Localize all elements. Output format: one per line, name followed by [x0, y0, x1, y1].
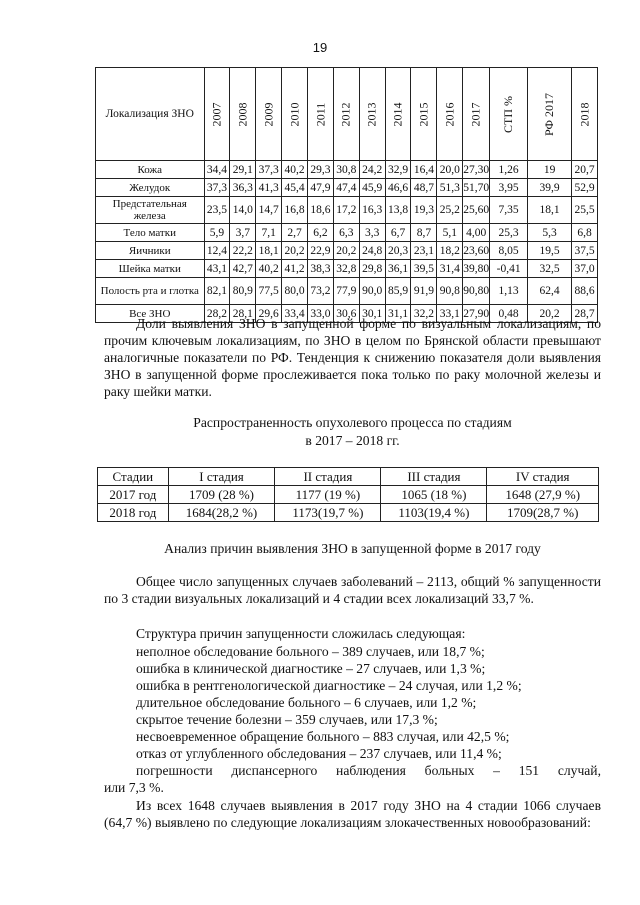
localization-value-cell: 23,5	[204, 197, 230, 224]
localization-value-cell: 36,3	[230, 179, 256, 197]
localization-value-cell: 16,8	[282, 197, 308, 224]
localization-value-cell: 29,1	[230, 161, 256, 179]
localization-value-cell: 19	[528, 161, 572, 179]
cause-item-dispensary-line2: или 7,3 %.	[104, 780, 164, 795]
localization-name-cell: Предстательная железа	[96, 197, 205, 224]
localization-value-cell: 25,5	[572, 197, 598, 224]
localization-value-cell: 7,1	[256, 224, 282, 242]
column-header-label: РФ 2017	[542, 92, 557, 136]
column-header-label: 2016	[442, 102, 457, 126]
localization-value-cell: 6,3	[333, 224, 359, 242]
localization-column-header	[437, 68, 463, 161]
localization-value-cell: 5,9	[204, 224, 230, 242]
stage-header-cell: Стадии	[98, 468, 169, 486]
localization-value-cell: 8,7	[411, 224, 437, 242]
stage-header-cell: II стадия	[275, 468, 381, 486]
localization-value-cell: 33,1	[437, 305, 463, 323]
localization-value-cell: 51,3	[437, 179, 463, 197]
column-header-label: 2007	[209, 102, 224, 126]
localization-value-cell: 18,6	[308, 197, 334, 224]
localization-value-cell: 41,2	[282, 260, 308, 278]
localization-value-cell: 32,9	[385, 161, 411, 179]
localization-value-cell: 27,90	[463, 305, 490, 323]
localization-value-cell: 18,1	[528, 197, 572, 224]
localization-value-cell: 39,80	[463, 260, 490, 278]
localization-value-cell: 31,1	[385, 305, 411, 323]
localization-table-row	[96, 224, 598, 242]
localization-name-cell: Кожа	[96, 161, 205, 179]
localization-value-cell: 29,6	[256, 305, 282, 323]
localization-table-row	[96, 197, 598, 224]
localization-value-cell: 34,4	[204, 161, 230, 179]
localization-name-cell: Тело матки	[96, 224, 205, 242]
localization-table-row	[96, 179, 598, 197]
localization-value-cell: 32,8	[333, 260, 359, 278]
stage-table-caption-line2: в 2017 – 2018 гг.	[305, 433, 400, 448]
localization-value-cell: 47,4	[333, 179, 359, 197]
localization-column-header	[572, 68, 598, 161]
localization-value-cell: 27,30	[463, 161, 490, 179]
localization-value-cell: 23,1	[411, 242, 437, 260]
stage-cell: 1709(28,7 %)	[487, 504, 599, 522]
localization-table-row	[96, 278, 598, 305]
cause-item: несвоевременное обращение больного – 883 случая, или 42,5 %;	[136, 729, 510, 744]
localization-value-cell: 90,80	[463, 278, 490, 305]
column-header-label: 2011	[312, 102, 327, 126]
localization-value-cell: 77,9	[333, 278, 359, 305]
localization-value-cell: 37,5	[572, 242, 598, 260]
localization-value-cell: 25,2	[437, 197, 463, 224]
localization-value-cell: 40,2	[282, 161, 308, 179]
localization-value-cell: 23,60	[463, 242, 490, 260]
column-header-label: 2018	[577, 102, 592, 126]
column-header-label: 2014	[390, 102, 405, 126]
stage-cell: 1648 (27,9 %)	[487, 486, 599, 504]
localization-value-cell: 20,2	[528, 305, 572, 323]
cause-item: неполное обследование больного – 389 случаев, или 18,7 %;	[136, 644, 485, 659]
column-header-label: СТП %	[501, 95, 516, 133]
localization-value-cell: -0,41	[490, 260, 528, 278]
localization-value-cell: 80,9	[230, 278, 256, 305]
localization-column-header	[528, 68, 572, 161]
localization-value-cell: 25,60	[463, 197, 490, 224]
localization-value-cell: 0,48	[490, 305, 528, 323]
localization-value-cell: 32,5	[528, 260, 572, 278]
cause-item: длительное обследование больного – 6 случаев, или 1,2 %;	[136, 695, 477, 710]
localization-table-row	[96, 260, 598, 278]
localization-value-cell: 43,1	[204, 260, 230, 278]
localization-value-cell: 85,9	[385, 278, 411, 305]
column-header-label: 2017	[468, 102, 483, 126]
localization-value-cell: 37,3	[204, 179, 230, 197]
localization-value-cell: 13,8	[385, 197, 411, 224]
stage-cell: 1103(19,4 %)	[381, 504, 487, 522]
localization-value-cell: 2,7	[282, 224, 308, 242]
localization-value-cell: 47,9	[308, 179, 334, 197]
stage-cell: 2018 год	[98, 504, 169, 522]
localization-table-row	[96, 242, 598, 260]
localization-column-header	[204, 68, 230, 161]
cause-item: отказ от углубленного обследования – 237 случаев, или 11,4 %;	[136, 746, 502, 761]
stage-cell: 2017 год	[98, 486, 169, 504]
paragraph-ratio-comparison: Доли выявления ЗНО в запущенной форме по визуальным локализациям, по прочим ключевым локализациям, по ЗНО в целом по Брянской области превышают аналогичные показатели по РФ. Тенденция к снижению показателя доли выявления ЗНО в запущенной форме прослеживается пока только по раку молочной железы и раку шейки матки.	[104, 316, 601, 399]
localization-value-cell: 30,8	[333, 161, 359, 179]
localization-value-cell: 3,95	[490, 179, 528, 197]
localization-value-cell: 16,4	[411, 161, 437, 179]
column-header-label: 2008	[235, 102, 250, 126]
localization-value-cell: 90,0	[359, 278, 385, 305]
stage-header-cell: I стадия	[168, 468, 275, 486]
localization-value-cell: 20,7	[572, 161, 598, 179]
localization-value-cell: 82,1	[204, 278, 230, 305]
localization-column-header	[282, 68, 308, 161]
localization-value-cell: 31,4	[437, 260, 463, 278]
localization-value-cell: 62,4	[528, 278, 572, 305]
localization-value-cell: 36,1	[385, 260, 411, 278]
localization-value-cell: 30,1	[359, 305, 385, 323]
localization-value-cell: 19,3	[411, 197, 437, 224]
localization-value-cell: 48,7	[411, 179, 437, 197]
localization-value-cell: 28,7	[572, 305, 598, 323]
localization-value-cell: 30,6	[333, 305, 359, 323]
cause-item: ошибка в клинической диагностике – 27 случаев, или 1,3 %;	[136, 661, 486, 676]
localization-value-cell: 39,9	[528, 179, 572, 197]
localization-value-cell: 39,5	[411, 260, 437, 278]
localization-value-cell: 20,0	[437, 161, 463, 179]
localization-table	[95, 67, 598, 323]
column-header-label: 2015	[416, 102, 431, 126]
localization-column-header	[385, 68, 411, 161]
localization-value-cell: 38,3	[308, 260, 334, 278]
cause-item: скрытое течение болезни – 359 случаев, или 17,3 %;	[136, 712, 438, 727]
stage-cell: 1709 (28 %)	[168, 486, 275, 504]
localization-value-cell: 17,2	[333, 197, 359, 224]
localization-value-cell: 5,1	[437, 224, 463, 242]
localization-value-cell: 6,8	[572, 224, 598, 242]
localization-column-header	[463, 68, 490, 161]
localization-value-cell: 1,13	[490, 278, 528, 305]
localization-value-cell: 25,3	[490, 224, 528, 242]
localization-name-cell: Желудок	[96, 179, 205, 197]
localization-value-cell: 28,1	[230, 305, 256, 323]
localization-value-cell: 29,8	[359, 260, 385, 278]
localization-value-cell: 91,9	[411, 278, 437, 305]
localization-value-cell: 14,7	[256, 197, 282, 224]
stage-table-caption-line1: Распространенность опухолевого процесса по стадиям	[193, 415, 512, 430]
localization-value-cell: 7,35	[490, 197, 528, 224]
localization-table-header-row	[96, 68, 598, 161]
localization-column-header	[256, 68, 282, 161]
structure-intro: Структура причин запущенности сложилась следующая:	[136, 626, 466, 641]
localization-column-header	[490, 68, 528, 161]
localization-value-cell: 73,2	[308, 278, 334, 305]
localization-value-cell: 6,7	[385, 224, 411, 242]
stage-cell: 1065 (18 %)	[381, 486, 487, 504]
localization-column-header	[308, 68, 334, 161]
localization-name-cell: Полость рта и глотка	[96, 278, 205, 305]
stage-table-header-row	[98, 468, 599, 486]
localization-value-cell: 80,0	[282, 278, 308, 305]
localization-value-cell: 45,4	[282, 179, 308, 197]
stage-cell: 1177 (19 %)	[275, 486, 381, 504]
localization-name-cell: Все ЗНО	[96, 305, 205, 323]
localization-value-cell: 14,0	[230, 197, 256, 224]
localization-column-header	[359, 68, 385, 161]
localization-value-cell: 19,5	[528, 242, 572, 260]
localization-value-cell: 77,5	[256, 278, 282, 305]
localization-value-cell: 33,4	[282, 305, 308, 323]
stage-cell: 1684(28,2 %)	[168, 504, 275, 522]
localization-value-cell: 32,2	[411, 305, 437, 323]
paragraph-stage4-localizations: Из всех 1648 случаев выявления в 2017 году ЗНО на 4 стадии 1066 случаев (64,7 %) выявлено по следующие локализациям злокачественных новообразований:	[104, 798, 601, 830]
localization-value-cell: 20,3	[385, 242, 411, 260]
analysis-heading: Анализ причин выявления ЗНО в запущенной форме в 2017 году	[164, 541, 541, 556]
localization-value-cell: 12,4	[204, 242, 230, 260]
stage-table-row	[98, 486, 599, 504]
localization-value-cell: 40,2	[256, 260, 282, 278]
stage-table-row	[98, 504, 599, 522]
localization-value-cell: 16,3	[359, 197, 385, 224]
localization-value-cell: 45,9	[359, 179, 385, 197]
localization-value-cell: 46,6	[385, 179, 411, 197]
localization-value-cell: 1,26	[490, 161, 528, 179]
column-header-label: 2012	[338, 102, 353, 126]
localization-column-header	[230, 68, 256, 161]
localization-value-cell: 51,70	[463, 179, 490, 197]
localization-value-cell: 8,05	[490, 242, 528, 260]
localization-value-cell: 5,3	[528, 224, 572, 242]
localization-value-cell: 3,3	[359, 224, 385, 242]
localization-column-header	[411, 68, 437, 161]
stage-header-cell: III стадия	[381, 468, 487, 486]
localization-value-cell: 6,2	[308, 224, 334, 242]
localization-value-cell: 90,8	[437, 278, 463, 305]
localization-value-cell: 41,3	[256, 179, 282, 197]
localization-column-header	[333, 68, 359, 161]
paragraph-total-neglected: Общее число запущенных случаев заболеваний – 2113, общий % запущенности по 3 стадии визуальных локализаций и 4 стадии всех локализаций 33,7 %.	[104, 574, 601, 606]
localization-value-cell: 24,8	[359, 242, 385, 260]
localization-value-cell: 4,00	[463, 224, 490, 242]
column-header-label: 2010	[287, 102, 302, 126]
localization-value-cell: 20,2	[282, 242, 308, 260]
localization-value-cell: 33,0	[308, 305, 334, 323]
localization-value-cell: 18,2	[437, 242, 463, 260]
cause-item-dispensary-line1: погрешности диспансерного наблюдения больных – 151 случай,	[136, 763, 601, 778]
localization-value-cell: 88,6	[572, 278, 598, 305]
localization-value-cell: 42,7	[230, 260, 256, 278]
localization-value-cell: 37,0	[572, 260, 598, 278]
page-number: 19	[312, 40, 328, 55]
localization-value-cell: 24,2	[359, 161, 385, 179]
localization-value-cell: 37,3	[256, 161, 282, 179]
localization-value-cell: 18,1	[256, 242, 282, 260]
localization-value-cell: 28,2	[204, 305, 230, 323]
column-header-label: 2013	[364, 102, 379, 126]
localization-value-cell: 29,3	[308, 161, 334, 179]
stage-cell: 1173(19,7 %)	[275, 504, 381, 522]
column-header-label: 2009	[261, 102, 276, 126]
localization-header-label: Локализация ЗНО	[96, 68, 205, 161]
localization-name-cell: Яичники	[96, 242, 205, 260]
localization-value-cell: 52,9	[572, 179, 598, 197]
localization-value-cell: 22,2	[230, 242, 256, 260]
localization-value-cell: 22,9	[308, 242, 334, 260]
localization-value-cell: 20,2	[333, 242, 359, 260]
cause-item: ошибка в рентгенологической диагностике – 24 случая, или 1,2 %;	[136, 678, 522, 693]
localization-name-cell: Шейка матки	[96, 260, 205, 278]
localization-table-row	[96, 161, 598, 179]
stage-table	[97, 467, 599, 522]
stage-header-cell: IV стадия	[487, 468, 599, 486]
localization-value-cell: 3,7	[230, 224, 256, 242]
